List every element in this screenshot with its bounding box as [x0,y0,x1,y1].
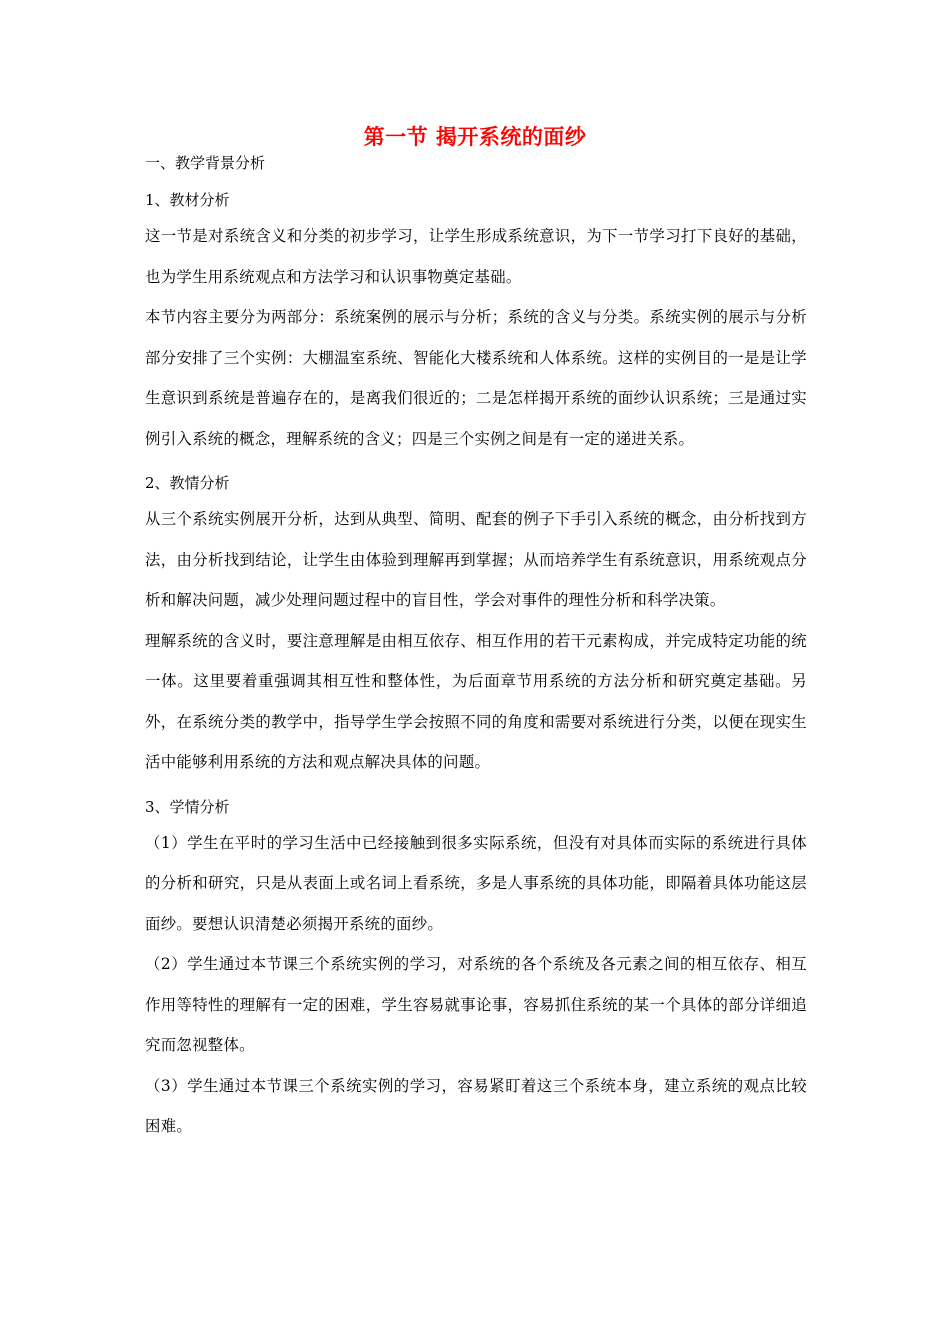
paragraph-system-meaning: 理解系统的含义时，要注意理解是由相互依存、相互作用的若干元素构成，并完成特定功能的统一体。这里要着重强调其相互性和整体性，为后面章节用系统的方法分析和研究奠定基础。另外，在系统分类的教学中，指导学生学会按照不同的角度和需要对系统进行分类，以便在现实生活中能够利用系统的方法和观点解决具体的问题。 [145,631,807,771]
section-heading-teaching-background: 一、教学背景分析 [145,154,266,172]
paragraph-textbook-content: 本节内容主要分为两部分：系统案例的展示与分析；系统的含义与分类。系统实例的展示与分析部分安排了三个实例：大棚温室系统、智能化大楼系统和人体系统。这样的实例目的一是是让学生意识到系统是普遍存在的，是离我们很近的；二是怎样揭开系统的面纱认识系统；三是通过实例引入系统的概念，理解系统的含义；四是三个实例之间是有一定的递进关系。 [145,308,807,448]
paragraph-textbook-intro: 这一节是对系统含义和分类的初步学习，让学生形成系统意识，为下一节学习打下良好的基础，也为学生用系统观点和方法学习和认识事物奠定基础。 [145,227,807,286]
document-body [145,150,807,1147]
paragraph-student-point-1: （1）学生在平时的学习生活中已经接触到很多实际系统，但没有对具体而实际的系统进行具体的分析和研究，只是从表面上或名词上看系统，多是人事系统的具体功能，即隔着具体功能这层面纱。要想认识清楚必须揭开系统的面纱。 [145,833,807,933]
paragraph-student-point-2: （2）学生通过本节课三个系统实例的学习，对系统的各个系统及各元素之间的相互依存、相互作用等特性的理解有一定的困难，学生容易就事论事，容易抓住系统的某一个具体的部分详细追究而忽视整体。 [145,955,807,1054]
document-title: 第一节 揭开系统的面纱 [363,124,587,149]
subsection-heading-teaching-analysis: 2、教情分析 [145,474,230,492]
subsection-heading-student-analysis: 3、学情分析 [145,797,230,816]
subsection-heading-textbook-analysis: 1、教材分析 [145,191,230,209]
paragraph-student-point-3: （3）学生通过本节课三个系统实例的学习，容易紧盯着这三个系统本身，建立系统的观点比较困难。 [145,1076,807,1135]
paragraph-teaching-approach: 从三个系统实例展开分析，达到从典型、简明、配套的例子下手引入系统的概念，由分析找到方法，由分析找到结论，让学生由体验到理解再到掌握；从而培养学生有系统意识，用系统观点分析和解决问题，减少处理问题过程中的盲目性，学会对事件的理性分析和科学决策。 [145,510,807,609]
